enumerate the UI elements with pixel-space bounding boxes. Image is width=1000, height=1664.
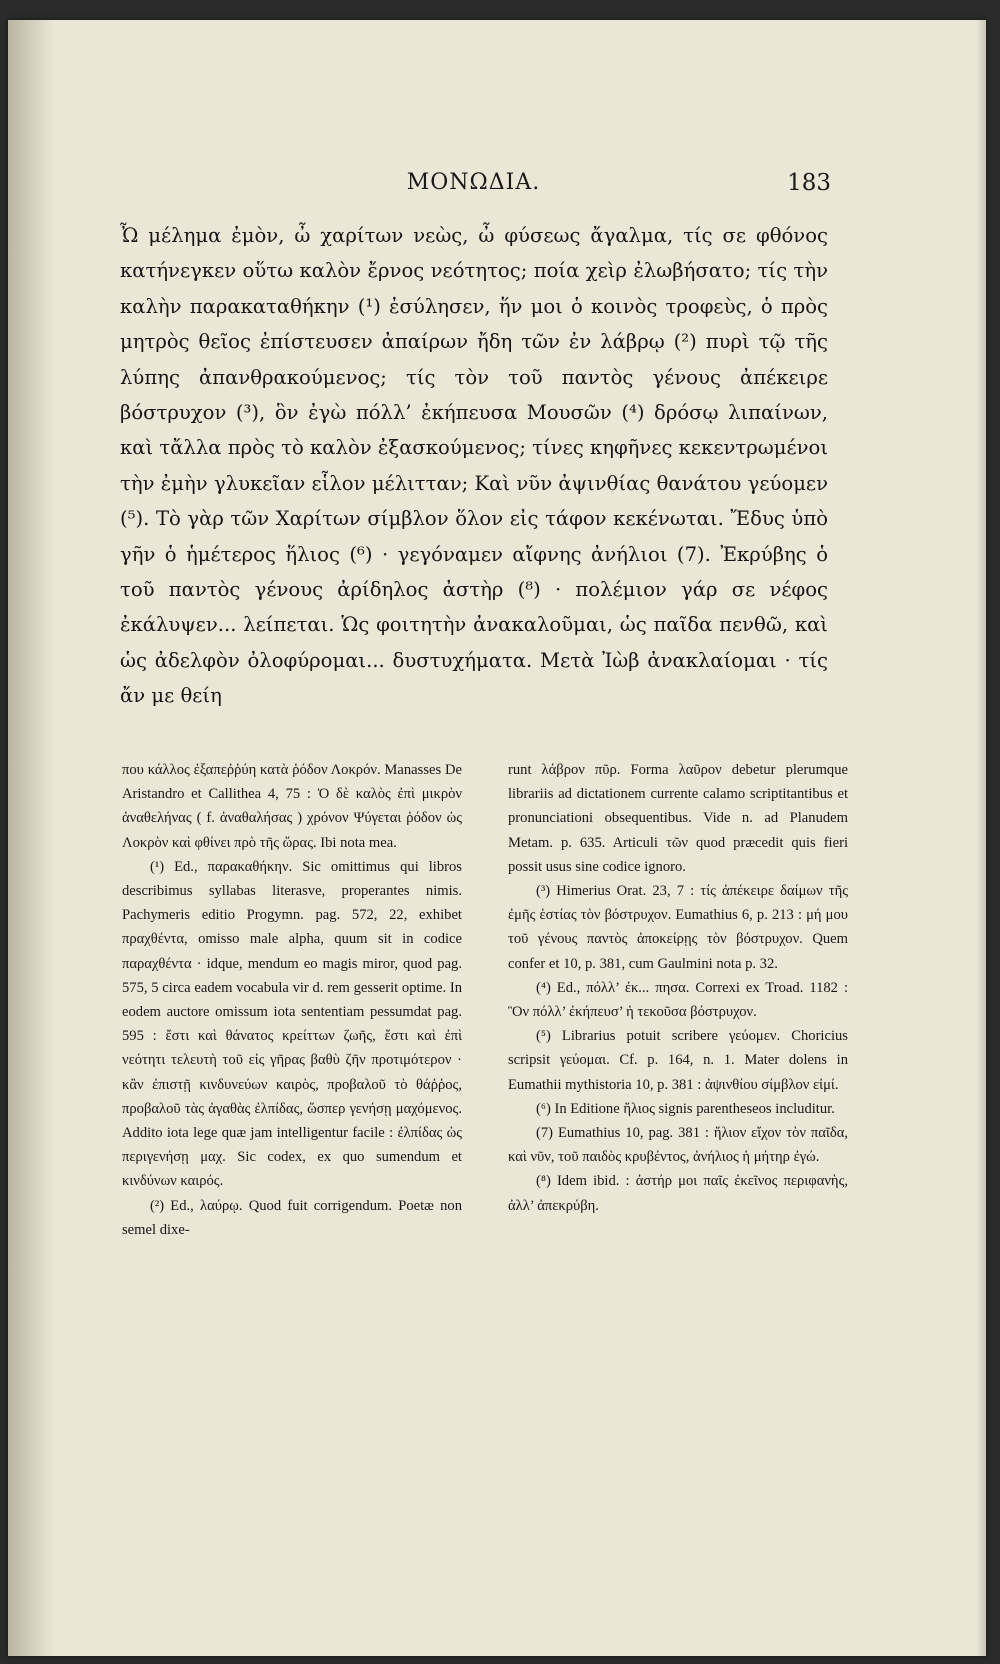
- footnote-paragraph: runt λάβρον πῦρ. Forma λαῦρον debetur plerumque librariis ad dictationem currente calamo scriptitantibus et pronunciationi obsequentibus. Vide n. ad Planudem Metam. p. 635. Articuli τῶν quod præcedit quis fieri possit usus sine codice ignoro.: [508, 762, 848, 875]
- book-page: [8, 20, 986, 1656]
- page-number: 183: [787, 170, 831, 196]
- page-edge-shadow: [976, 20, 986, 1656]
- footnote-3: (³) Himerius Orat. 23, 7 : τίς ἀπέκειρε δαίμων τῆς ἐμῆς ἑστίας τὸν βόστρυχον. Eumathius 6, p. 213 : μή μου τοῦ γένους παντὸς ἀποκείρῃς τὸν βόστρυχον. Quem confer et 10, p. 381, cum Gaulmini nota p. 32.: [508, 883, 848, 972]
- footnote-8: (⁸) Idem ibid. : ἀστήρ μοι παῖς ἐκεῖνος περιφανὴς, ἀλλ’ ἀπεκρύβη.: [508, 1173, 848, 1214]
- footnote-6: (⁶) In Editione ἥλιος signis parentheseos includitur.: [536, 1100, 835, 1117]
- main-greek-text: Ὦ μέλημα ἐμὸν, ὦ χαρίτων νεὼς, ὦ φύσεως ἄγαλμα, τίς σε φθόνος κατήνεγκεν οὕτω καλὸν ἔρνος νεότητος; ποία χεὶρ ἐλωβήσατο; τίς τὴν καλὴν παρακαταθήκην (¹) ἐσύλησεν, ἥν μοι ὁ κοινὸς τροφεὺς, ὁ πρὸς μητρὸς θεῖος ἐπίστευσεν ἀπαίρων ἤδη τῶν ἐν λάβρῳ (²) πυρὶ τῷ τῆς λύπης ἀπανθρακούμενος; τίς τὸν τοῦ παντὸς γένους ἀπέκειρε βόστρυχον (³), ὃν ἐγὼ πόλλ’ ἐκήπευσα Μουσῶν (⁴) δρόσῳ λιπαίνων, καὶ τἄλλα πρὸς τὸ καλὸν ἐξασκούμενος; τίνες κηφῆνες κεκεντρωμένοι τὴν ἐμὴν γλυκεῖαν εἷλον μέλιτταν; Καὶ νῦν ἀψινθίας θανάτου γεύομεν (⁵). Τὸ γὰρ τῶν Χαρίτων σίμβλον ὅλον εἰς τάφον κεκένωται. Ἔδυς ὑπὸ γῆν ὁ ἡμέτερος ἥλιος (⁶) · γεγόναμεν αἴφνης ἀνήλιοι (7). Ἐκρύβης ὁ τοῦ παντὸς γένους ἀρίδηλος ἀστὴρ (⁸) · πολέμιον γάρ σε νέφος ἐκάλυψεν... λείπεται. Ὡς φοιτητὴν ἀνακαλοῦμαι, ὡς παῖδα πενθῶ, καὶ ὡς ἀδελφὸν ὀλοφύρομαι... δυστυχήματα. Μετὰ Ἰὼβ ἀνακλαίομαι · τίς ἄν με θείη: [120, 224, 828, 708]
- footnote-1: (¹) Ed., παρακαθήκην. Sic omittimus qui libros describimus syllabas literasve, properantes nimis. Pachymeris editio Progymn. pag. 572, 22, exhibet πραχθέντα, omisso male alpha, quum sit in codice παραχθέντα · idque, mendum eo magis miror, quod pag. 575, 5 circa eadem vocabula vir d. rem gesserit optime. In eodem auctore omissum iota sententiam pessumdat pag. 595 : ἔστι καὶ θάνατος κρείττων ζωῆς, ἔστι καὶ ἐπὶ νεότητι τελευτὴ τοῦ εἰς γῆρας βαθὺ ζῆν προτιμότερον · κἂν ἐπιστῇ κινδυνεύων καιρὸς, προβαλοῦ τὸ θάῤῥος, προβαλοῦ τὰς ἀγαθὰς ἐλπίδας, ὥσπερ γενήσῃ μαχόμενος. Addito iota lege quæ jam intelligentur facile : ἐλπίδας ὡς περιγενήσῃ μαχ. Sic codex, ex quo sumendum et κινδύνων καιρός.: [122, 858, 462, 1190]
- running-title: ΜΟΝΩΔΙΑ.: [406, 170, 541, 195]
- page-header: [116, 170, 831, 206]
- footnotes: [122, 758, 848, 1242]
- footnote-7: (7) Eumathius 10, pag. 381 : ἥλιον εἴχον τὸν παῖδα, καὶ νῦν, τοῦ παιδὸς κρυβέντος, ἀνήλιος ἡ μήτηρ ἐγώ.: [508, 1125, 848, 1166]
- footnotes-left-column: [122, 758, 462, 1242]
- footnote-5: (⁵) Librarius potuit scribere γεύομεν. Choricius scripsit γεύομαι. Cf. p. 164, n. 1. Mater dolens in Eumathii mythistoria 10, p. 381 : ἀψινθίου σίμβλον εἰμί.: [508, 1028, 848, 1093]
- footnote-paragraph: που κάλλος ἐξαπεῤῥύη κατὰ ῥόδον Λοκρόν. Manasses De Aristandro et Callithea 4, 75 : Ὁ δὲ καλὸς ἐπὶ μικρὸν ἀναθελήνας ( f. ἀναθαλήσας ) χρόνον Ψύγεται ῥόδον ὡς Λοκρὸν καὶ φθίνει πρὸ τῆς ὥρας. Ibi nota mea.: [122, 762, 462, 851]
- footnote-2: (²) Ed., λαύρῳ. Quod fuit corrigendum. Poetæ non semel dixe-: [122, 1197, 462, 1238]
- footnote-4: (⁴) Ed., πόλλ’ ἐκ... πησα. Correxi ex Troad. 1182 : Ὃν πόλλ’ ἐκήπευσ’ ἡ τεκοῦσα βόστρυχον.: [508, 979, 848, 1021]
- footnotes-right-column: [508, 758, 848, 1242]
